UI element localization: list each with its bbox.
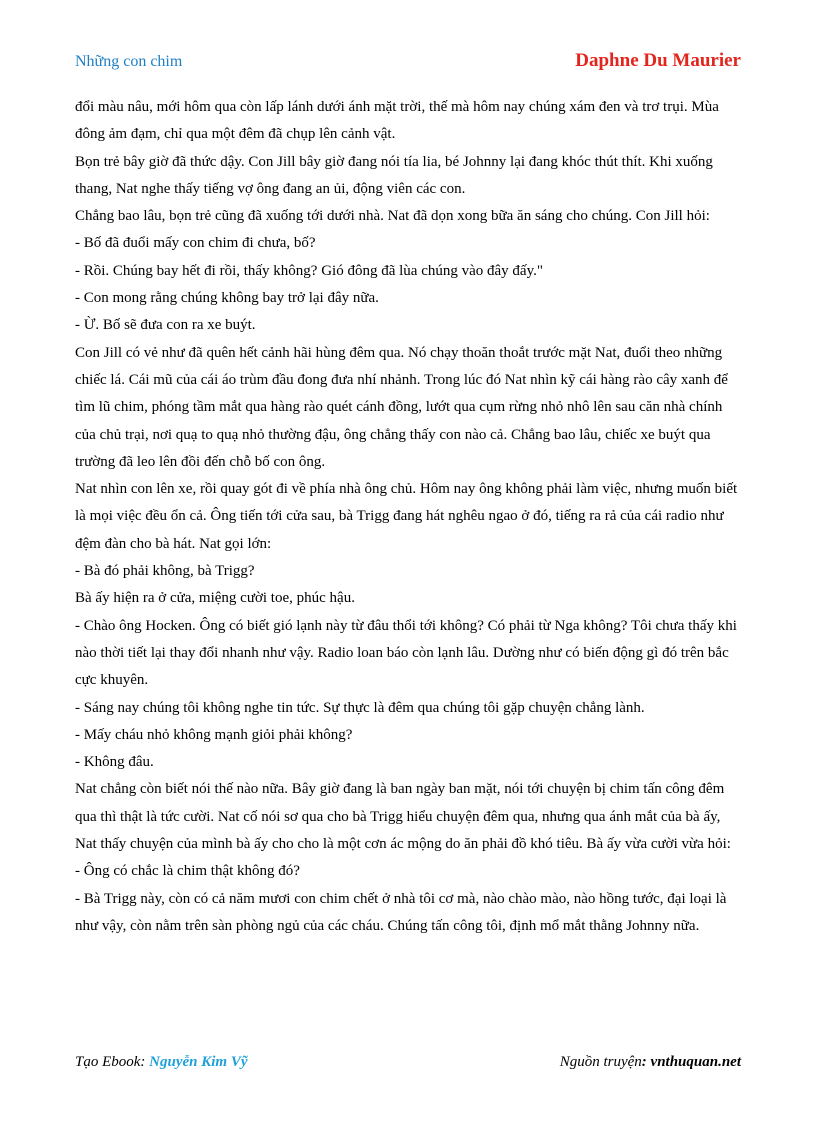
paragraph: Nat chẳng còn biết nói thế nào nữa. Bây giờ đang là ban ngày ban mặt, nói tới chuyện bị chim tấn công đêm qua thì thật là tức cười. Nat cố nói sơ qua cho bà Trigg hiểu chuyện đêm qua, nhưng qua ánh mắt của bà ấy, Nat thấy chuyện của mình bà ấy cho cho là một cơn ác mộng do ăn phải đồ khó tiêu. Bà ấy vừa cười vừa hỏi: [75, 781, 731, 853]
dialogue-line: - Bà đó phải không, bà Trigg? [75, 563, 255, 580]
paragraph: Chẳng bao lâu, bọn trẻ cũng đã xuống tới dưới nhà. Nat đã dọn xong bữa ăn sáng cho chúng. Con Jill hỏi: [75, 208, 710, 225]
source-separator: : [641, 1054, 651, 1070]
dialogue-line: - Sáng nay chúng tôi không nghe tin tức. Sự thực là đêm qua chúng tôi gặp chuyện chẳng lành. [75, 699, 645, 716]
author-name: Daphne Du Maurier [575, 50, 741, 71]
source-site: vnthuquan.net [650, 1054, 741, 1070]
source-credit [560, 1054, 741, 1071]
dialogue-line: - Con mong rằng chúng không bay trở lại đây nữa. [75, 290, 379, 307]
dialogue-line: - Rồi. Chúng bay hết đi rồi, thấy không? Gió đông đã lùa chúng vào đây đấy." [75, 262, 543, 279]
story-text [75, 94, 743, 940]
page-header [75, 50, 741, 76]
dialogue-line: - Mấy cháu nhỏ không mạnh giỏi phải không? [75, 726, 353, 743]
dialogue-line: - Chào ông Hocken. Ông có biết gió lạnh này từ đâu thổi tới không? Có phải từ Nga không? Tôi chưa thấy khi nào thời tiết lại thay đổi nhanh như vậy. Radio loan báo còn lạnh lâu. Dường như có biến động gì đó trên bắc cực khuyên. [75, 617, 737, 689]
ebook-label: Tạo Ebook [75, 1054, 141, 1070]
paragraph: Bọn trẻ bây giờ đã thức dậy. Con Jill bây giờ đang nói tía lia, bé Johnny lại đang khóc thút thít. Khi xuống thang, Nat nghe thấy tiếng vợ ông đang an ủi, động viên các con. [75, 153, 713, 197]
dialogue-line: - Bố đã đuổi mấy con chim đi chưa, bố? [75, 235, 316, 252]
paragraph: Bà ấy hiện ra ở cửa, miệng cười toe, phúc hậu. [75, 590, 355, 607]
ebook-credit [75, 1054, 248, 1071]
book-title: Những con chim [75, 53, 183, 70]
dialogue-line: - Ông có chắc là chim thật không đó? [75, 863, 300, 880]
paragraph: Nat nhìn con lên xe, rồi quay gót đi về phía nhà ông chủ. Hôm nay ông không phải làm việc, nhưng muốn biết là mọi việc đều ổn cả. Ông tiến tới cửa sau, bà Trigg đang hát nghêu ngao ở đó, tiếng ra rả của cái radio như đệm đàn cho bà hát. Nat gọi lớn: [75, 481, 738, 552]
dialogue-line: - Ừ. Bố sẽ đưa con ra xe buýt. [75, 317, 256, 334]
paragraph: Con Jill có vẻ như đã quên hết cảnh hãi hùng đêm qua. Nó chạy thoăn thoắt trước mặt Nat, đuổi theo những chiếc lá. Cái mũ của cái áo trùm đầu đong đưa nhí nhảnh. Trong lúc đó Nat nhìn kỹ cái hàng rào cây xanh để tìm lũ chim, phóng tầm mắt qua hàng rào quét cánh đồng, lướt qua cụm rừng nhỏ nhô lên sau căn nhà chính của chủ trại, nơi quạ to quạ nhỏ thường đậu, ông chẳng thấy con nào cả. Chẳng bao lâu, chiếc xe buýt qua trường đã leo lên đồi đến chỗ bố con ông. [75, 344, 728, 470]
dialogue-line: - Bà Trigg này, còn có cả năm mươi con chim chết ở nhà tôi cơ mà, nào chào mào, nào hồng tước, đại loại là như vậy, còn nằm trên sàn phòng ngủ của các cháu. Chúng tấn công tôi, định mổ mắt thằng Johnny nữa. [75, 890, 727, 934]
page-footer [75, 1054, 741, 1076]
ebook-creator: Nguyễn Kim Vỹ [149, 1054, 248, 1070]
ebook-separator: : [140, 1054, 150, 1070]
paragraph: đổi màu nâu, mới hôm qua còn lấp lánh dưới ánh mặt trời, thế mà hôm nay chúng xám đen và trơ trụi. Mùa đông ảm đạm, chỉ qua một đêm đã chụp lên cảnh vật. [75, 99, 719, 143]
source-label: Nguồn truyện [559, 1054, 642, 1070]
dialogue-line: - Không đâu. [75, 754, 154, 771]
